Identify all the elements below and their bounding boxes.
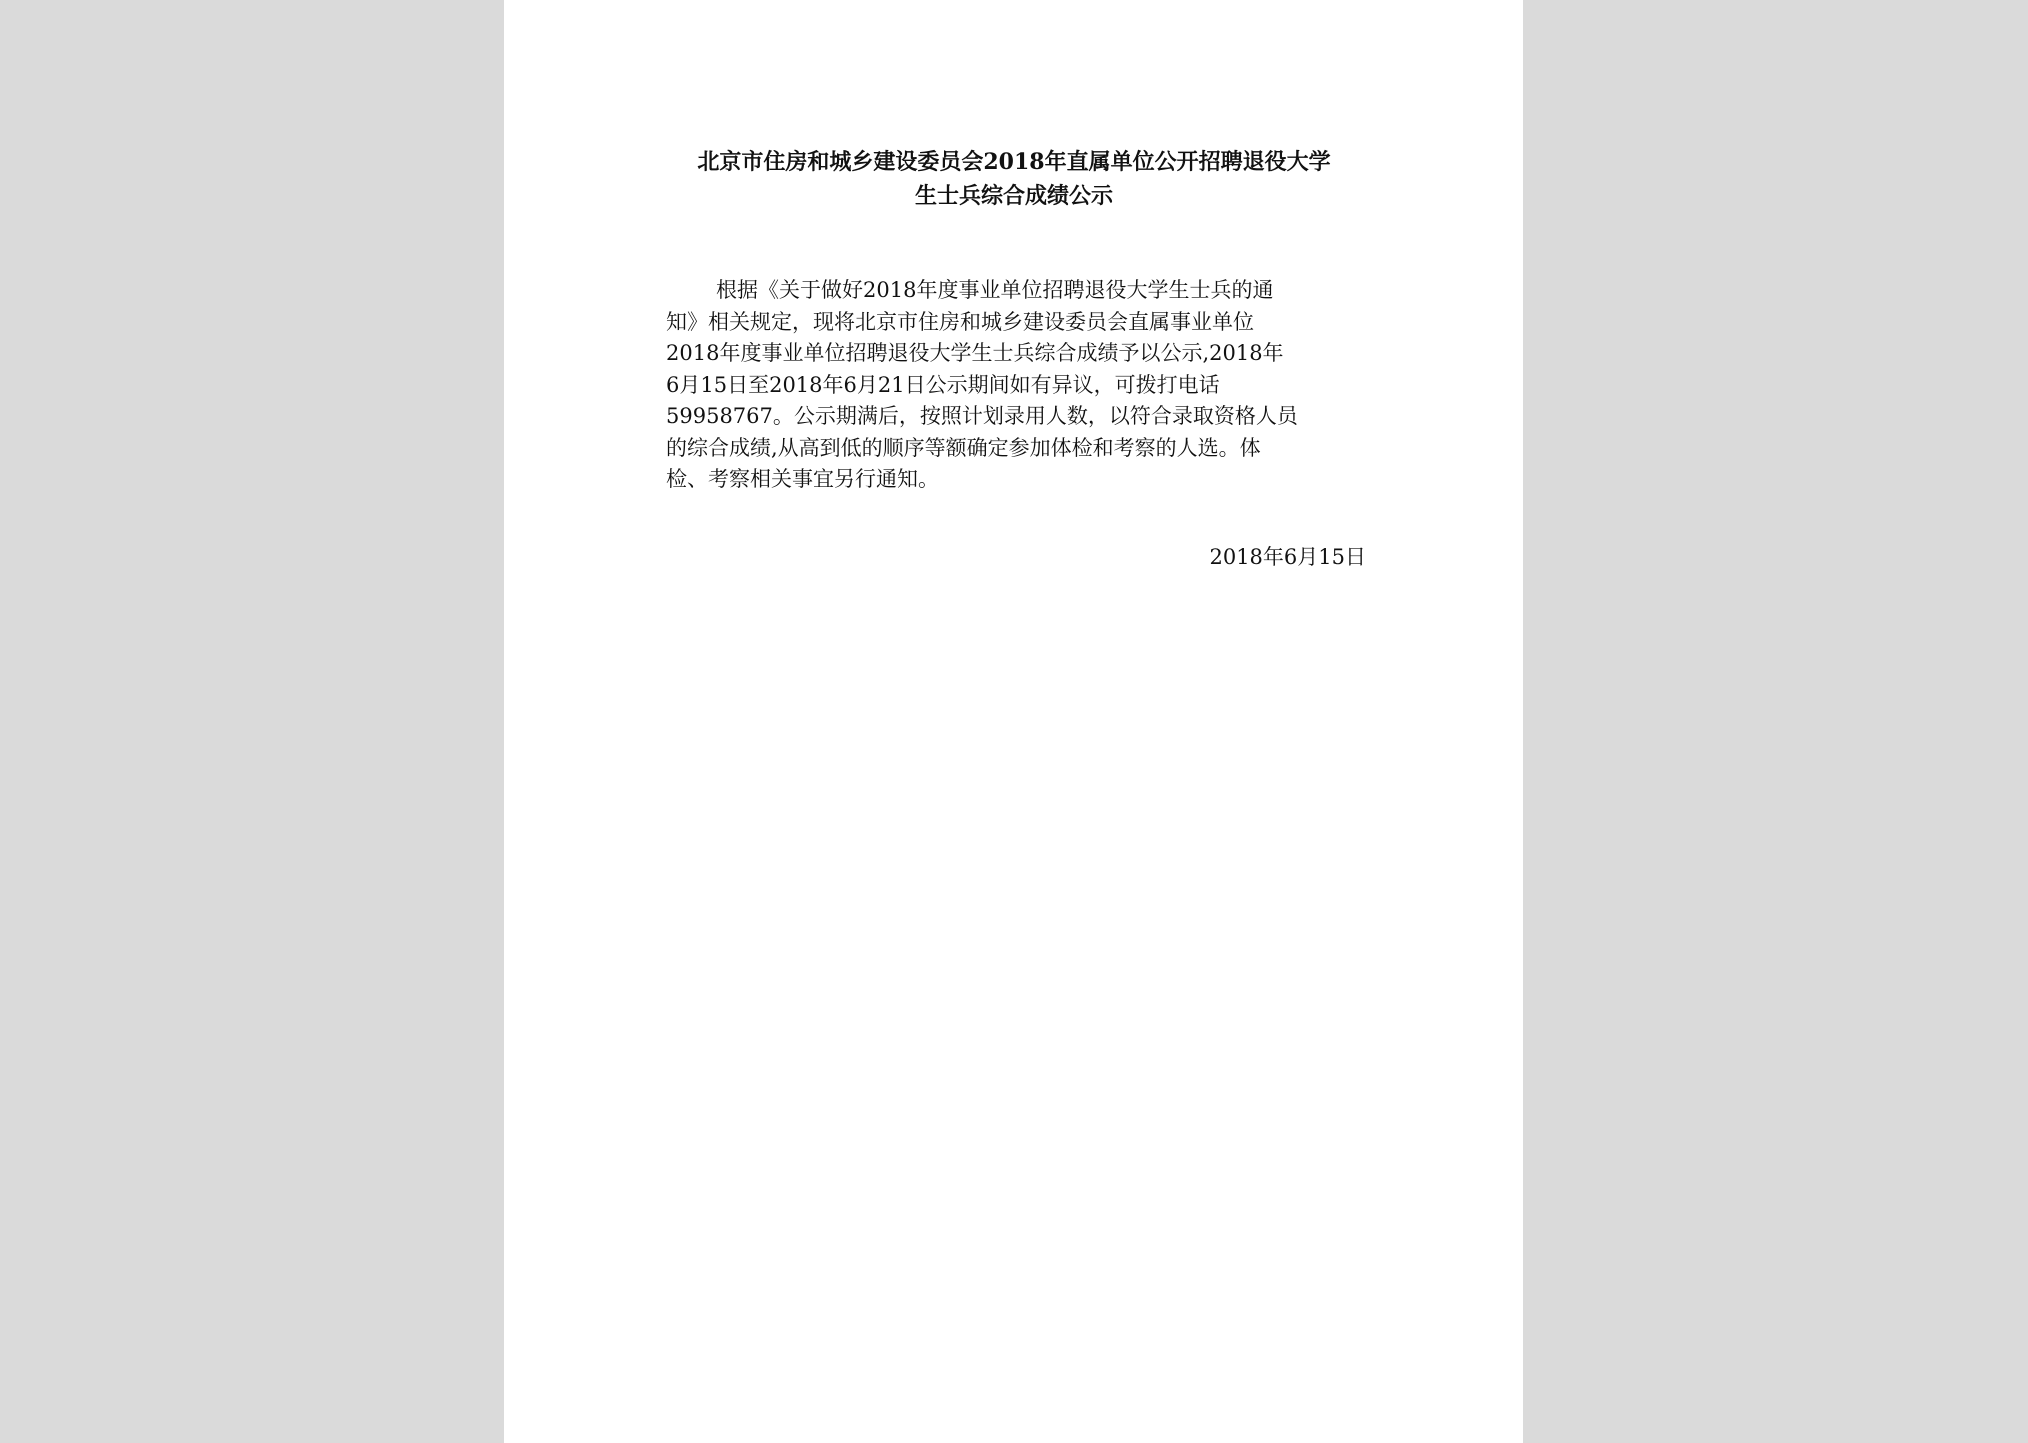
body-line-7: 检、考察相关事宜另行通知。 [666, 467, 939, 491]
body-line-5: 59958767。公示期满后，按照计划录用人数，以符合录取资格人员 [666, 404, 1298, 428]
body-line-4: 6月15日至2018年6月21日公示期间如有异议，可拨打电话 [666, 372, 1220, 397]
document-title [664, 145, 1364, 213]
body-line-3: 2018年度事业单位招聘退役大学生士兵综合成绩予以公示,2018年 [666, 341, 1284, 365]
body-line-6: 的综合成绩,从高到低的顺序等额确定参加体检和考察的人选。体 [666, 435, 1261, 460]
title-line-2: 生士兵综合成绩公示 [914, 183, 1113, 209]
body-line-1: 根据《关于做好2018年度事业单位招聘退役大学生士兵的通 [716, 278, 1274, 302]
title-line-1: 北京市住房和城乡建设委员会2018年直属单位公开招聘退役大学 [697, 149, 1331, 175]
document-date: 2018年6月15日 [1209, 545, 1366, 569]
body-line-2: 知》相关规定，现将北京市住房和城乡建设委员会直属事业单位 [666, 309, 1254, 334]
document-body [666, 275, 1366, 496]
document-page [504, 0, 1523, 1443]
